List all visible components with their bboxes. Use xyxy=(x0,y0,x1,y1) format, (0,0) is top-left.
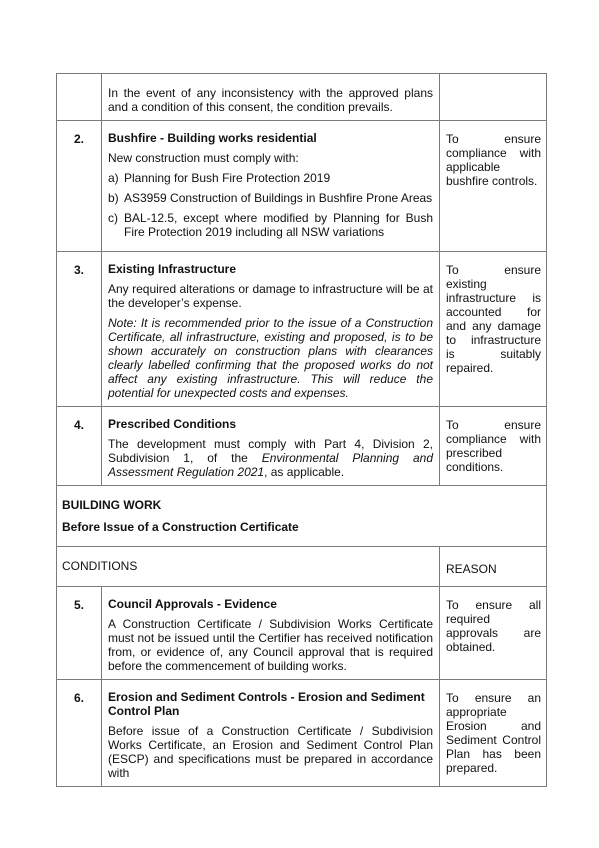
table-row xyxy=(57,252,547,407)
condition-text: A Construction Certificate / Subdivision Works Certificate must not be issued until the Certifier has received notification from, or evidence of, any Council approval that is required before the commencement of building works. xyxy=(108,617,433,673)
regulation-name: Environmental Planning and Assessment Regulation 2021 xyxy=(108,451,433,479)
condition-title: Erosion and Sediment Controls - Erosion and Sediment Control Plan xyxy=(108,690,425,718)
condition-title: Bushfire - Building works residential xyxy=(108,131,317,145)
condition-number: 3. xyxy=(73,263,84,277)
row-number-cell xyxy=(57,74,102,121)
section-row xyxy=(57,486,547,547)
condition-text: New construction must comply with: xyxy=(108,151,299,165)
conditions-header: CONDITIONS xyxy=(62,559,138,573)
reason-cell xyxy=(440,74,547,121)
list-item: b) AS3959 Construction of Buildings in Bushfire Prone Areas xyxy=(108,191,433,205)
reason-text: To ensure all required approvals are obtained. xyxy=(446,598,541,654)
table-row xyxy=(57,587,547,680)
table-row xyxy=(57,680,547,787)
section-heading: BUILDING WORK xyxy=(62,498,162,512)
condition-number: 5. xyxy=(73,598,84,612)
condition-title: Existing Infrastructure xyxy=(108,262,237,276)
condition-number: 6. xyxy=(73,691,84,705)
list-item: a) Planning for Bush Fire Protection 2019 xyxy=(108,171,331,185)
condition-title: Prescribed Conditions xyxy=(108,417,237,431)
section-subheading: Before Issue of a Construction Certificate xyxy=(62,520,299,534)
condition-text: Any required alterations or damage to infrastructure will be at the developer’s expense. xyxy=(108,282,433,310)
list-item: c) BAL-12.5, except where modified by Planning for Bush Fire Protection 2019 including all NSW variations xyxy=(108,211,433,239)
column-header-row xyxy=(57,547,547,587)
table-row xyxy=(57,407,547,486)
table-row xyxy=(57,74,547,121)
condition-note: Note: It is recommended prior to the issue of a Construction Certificate, all infrastructure, existing and proposed, is to be shown accurately on construction plans with clearances clearly labelled confirming that the proposed works do not affect any existing infrastructure. This will reduce the potential for unexpected costs and expenses. xyxy=(108,316,433,400)
reason-text: To ensure compliance with applicable bushfire controls. xyxy=(446,132,541,188)
reason-text: To ensure an appropriate Erosion and Sediment Control Plan has been prepared. xyxy=(446,691,541,775)
reason-header: REASON xyxy=(446,562,497,576)
condition-text: Before issue of a Construction Certificate / Subdivision Works Certificate, an Erosion and Sediment Control Plan (ESCP) and specifications must be prepared in accordance with xyxy=(108,724,433,780)
condition-text: In the event of any inconsistency with the approved plans and a condition of this consent, the condition prevails. xyxy=(108,86,433,114)
condition-number: 2. xyxy=(73,132,84,146)
table-row xyxy=(57,121,547,252)
reason-text: To ensure existing infrastructure is accounted for and any damage to infrastructure is suitably repaired. xyxy=(446,263,541,375)
condition-text: The development must comply with Part 4, Division 2, Subdivision 1, of the Environmental Planning and Assessment Regulation 2021, as applicable. xyxy=(108,437,433,479)
condition-number: 4. xyxy=(73,418,84,432)
condition-title: Council Approvals - Evidence xyxy=(108,597,277,611)
reason-text: To ensure compliance with prescribed conditions. xyxy=(446,418,541,474)
conditions-table xyxy=(56,73,547,787)
